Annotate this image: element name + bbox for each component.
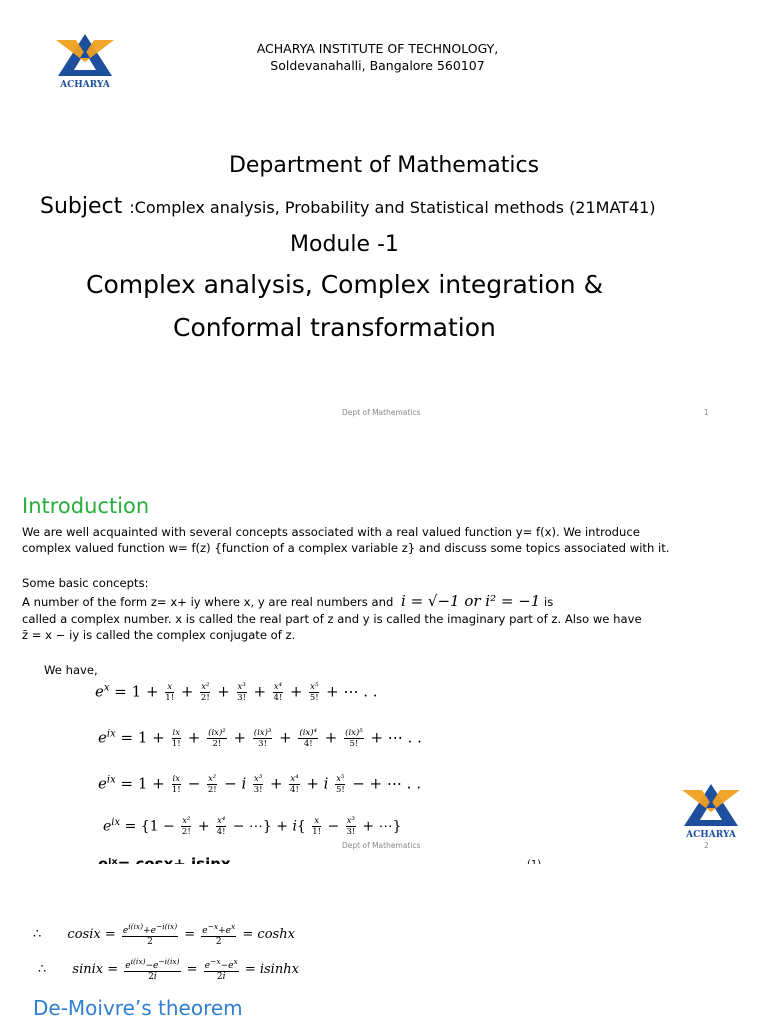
slide-1 (0, 0, 768, 432)
equation-sinix: ∴ sinix = $\frac{e^{i(ix)}-e^{-i(ix)}}{2i}$ = $\frac{e^{-x}-e^x}{2i}$ = isinhx (38, 957, 299, 982)
section-heading: De-Moivre’s theorem (33, 996, 243, 1020)
slide-3 (0, 864, 768, 1024)
institute-address: Soldevanahalli, Bangalore 560107 (270, 58, 485, 73)
sin-rhs: = isinhx (244, 962, 299, 977)
subject-label: Subject (40, 194, 123, 219)
definition-text: A number of the form z= x+ iy where x, y are real numbers and (22, 595, 394, 609)
slide-footer: Dept of Mathematics (342, 841, 421, 850)
acharya-logo-icon (676, 780, 746, 828)
therefore-symbol: ∴ (33, 927, 42, 942)
therefore-symbol: ∴ (38, 962, 47, 977)
subject-text: :Complex analysis, Probability and Statistical methods (21MAT41) (129, 198, 656, 217)
slide-title-line-1: Complex analysis, Complex integration & (86, 270, 604, 299)
basic-concepts-label: Some basic concepts: (22, 576, 149, 590)
we-have-label: We have, (44, 663, 98, 677)
section-heading: Introduction (22, 494, 150, 518)
equation-euler-cut (98, 855, 231, 864)
sin-lhs: sinix = (72, 962, 119, 977)
logo-text: ACHARYA (60, 80, 110, 90)
acharya-logo-small (676, 780, 746, 840)
slide-footer: Dept of Mathematics (342, 408, 421, 417)
institute-header (0, 40, 768, 74)
imaginary-unit-formula: i = √−1 or i² = −1 (401, 592, 541, 610)
definition-line-c: z̄ = x − iy is called the complex conjugate of z. (22, 628, 296, 642)
page-number: 2 (704, 841, 709, 850)
department-title: Department of Mathematics (228, 153, 540, 178)
cos-rhs: = coshx (242, 927, 295, 942)
page-number: 1 (704, 408, 709, 417)
definition-text-end: is (544, 595, 554, 609)
subject-line (40, 194, 656, 219)
definition-line-a (22, 593, 553, 610)
equation-eix-expanded: $e^{ix} = 1$ + $\frac{ix}{1!}$ − $\frac{\text{x²}}{2!}$ − i $\frac{\text{x³}}{3!}$ + $\frac{\text{x⁴}}{4!}$ + i $\frac{\text{x⁵}}{5!}$ − + ⋯ . . (98, 774, 421, 795)
intro-paragraph-line-2: complex valued function w= f(z) {function of a complex variable z} and discuss some topics associated with it. (22, 541, 670, 555)
intro-paragraph-line-1: We are well acquainted with several concepts associated with a real valued function y= f(x). We introduce (22, 525, 640, 539)
cos-lhs: cosix = (67, 927, 116, 942)
equation-cosix: ∴ cosix = $\frac{e^{i(ix)}+e^{-i(ix)}}{2}$ = $\frac{e^{-x}+e^x}{2}$ = coshx (33, 922, 295, 947)
slide-2 (0, 432, 768, 864)
equation-exp-series: $e^x = 1$ + $\frac{x}{1!}$ + $\frac{\text{x²}}{2!}$ + $\frac{\text{x³}}{3!}$ + $\frac{\text{x⁴}}{4!}$ + $\frac{\text{x⁵}}{5!}$ + ⋯ . . (95, 682, 378, 703)
slide-title-line-2: Conformal transformation (173, 313, 496, 342)
module-title: Module -1 (290, 232, 399, 257)
equation-eix-grouped: $e^{ix} = \{1$ − $\frac{\text{x²}}{2!}$ + $\frac{\text{x⁴}}{4!}$ − ⋯} + i{ $\frac{x}{1!}$ − $\frac{\text{x³}}{3!}$ + ⋯} (103, 816, 402, 837)
definition-line-b: called a complex number. x is called the real part of z and y is called the imaginary part of z. Also we have (22, 612, 642, 626)
institute-name: ACHARYA INSTITUTE OF TECHNOLOGY, (256, 41, 499, 56)
equation-eix-series: $e^{ix} = 1$ + $\frac{ix}{1!}$ + $\frac{\text{(ix)²}}{2!}$ + $\frac{\text{(ix)³}}{3!}$ + $\frac{\text{(ix)⁴}}{4!}$ + $\frac{\text{(ix)⁵}}{5!}$ + ⋯ . . (98, 728, 422, 749)
logo-text: ACHARYA (686, 830, 736, 840)
